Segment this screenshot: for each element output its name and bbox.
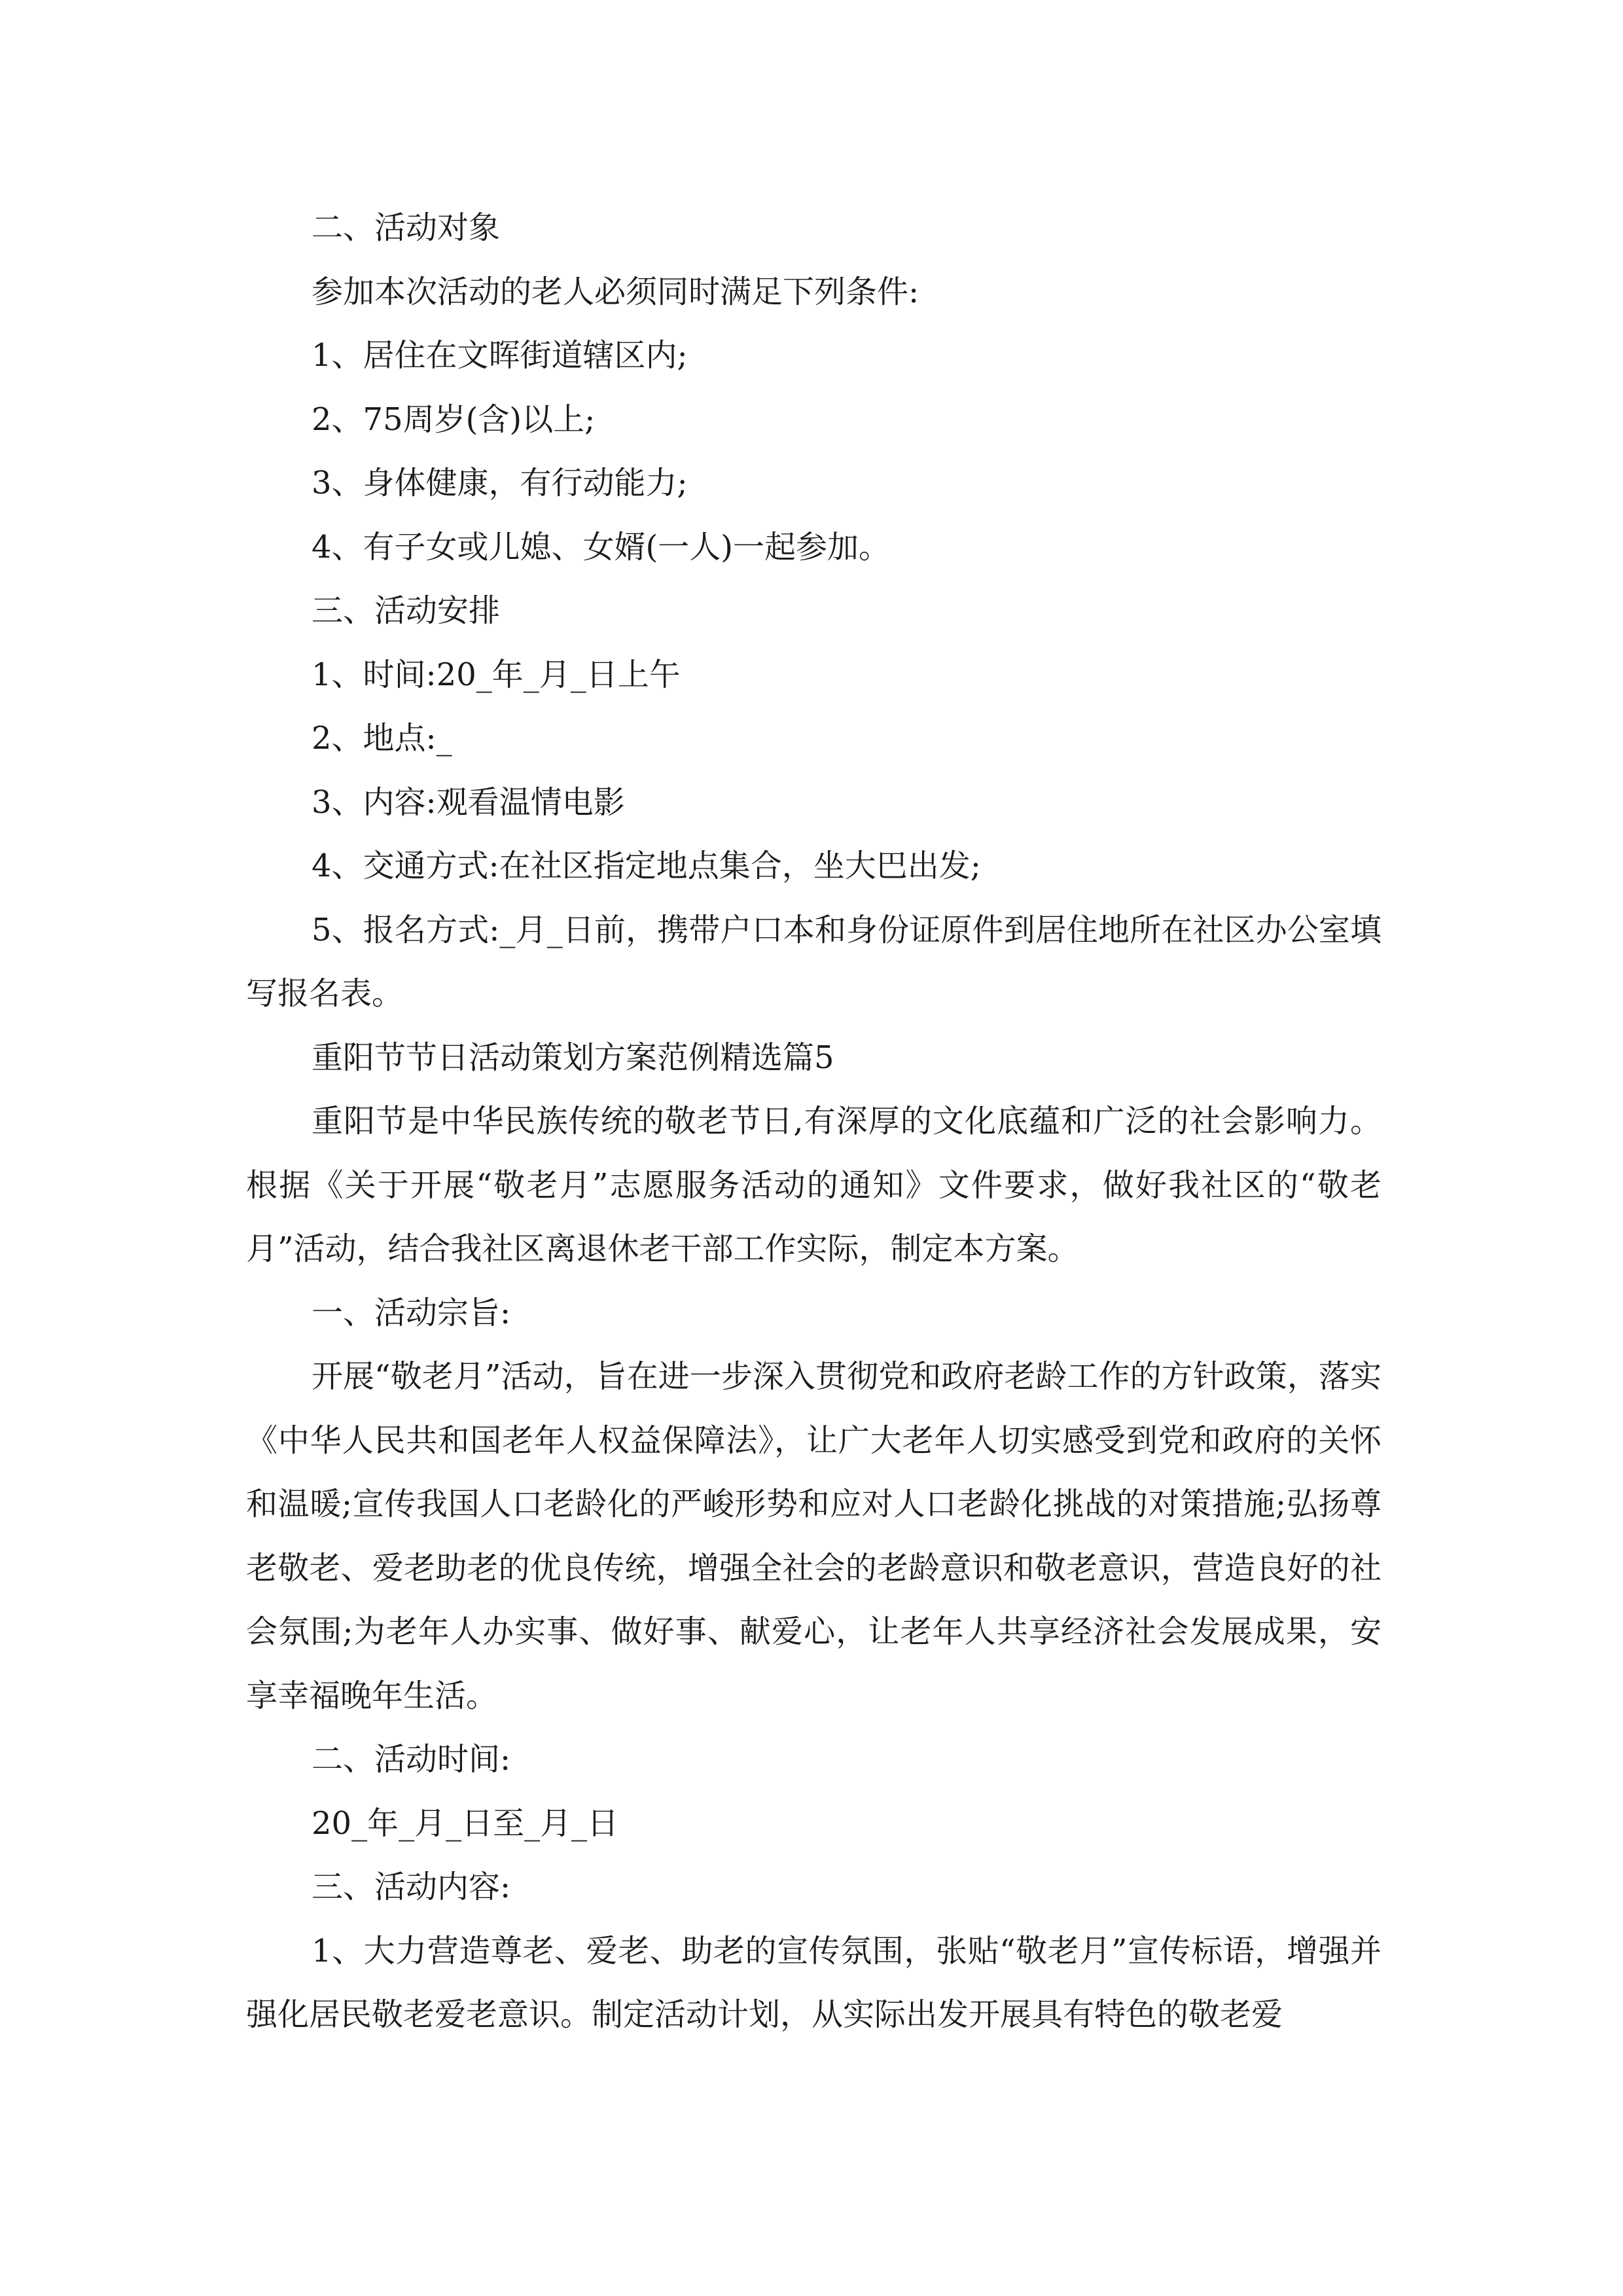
section-heading-content: 三、活动内容: (312, 1869, 511, 1905)
section-heading-purpose: 一、活动宗旨: (312, 1294, 511, 1331)
section-heading-arrangement: 三、活动安排 (312, 592, 501, 629)
article-title: 重阳节节日活动策划方案范例精选篇5 (312, 1039, 834, 1076)
document-body (246, 196, 1382, 2047)
list-item: 4、有子女或儿媳、女婿(一人)一起参加。 (312, 528, 890, 565)
paragraph: 开展“敬老月”活动，旨在进一步深入贯彻党和政府老龄工作的方针政策，落实《中华人民共和国老年人权益保障法》，让广大老年人切实感受到党和政府的关怀和温暖;宣传我国人口老龄化的严峻形势和应对人口老龄化挑战的对策措施;弘扬尊老敬老、爱老助老的优良传统，增强全社会的老龄意识和敬老意识，营造良好的社会氛围;为老年人办实事、做好事、献爱心，让老年人共享经济社会发展成果，安享幸福晚年生活。 (246, 1358, 1382, 1714)
section-heading-time: 二、活动时间: (312, 1741, 511, 1778)
list-item: 5、报名方式:_月_日前，携带户口本和身份证原件到居住地所在社区办公室填写报名表。 (246, 911, 1382, 1012)
list-item: 1、时间:20_年_月_日上午 (312, 656, 681, 693)
paragraph: 重阳节是中华民族传统的敬老节日,有深厚的文化底蕴和广泛的社会影响力。根据《关于开展“敬老月”志愿服务活动的通知》文件要求，做好我社区的“敬老月”活动，结合我社区离退休老干部工作实际，制定本方案。 (246, 1103, 1382, 1267)
list-item: 1、居住在文晖街道辖区内; (312, 337, 688, 374)
list-item: 3、身体健康，有行动能力; (312, 465, 688, 501)
list-item: 2、地点:_ (312, 720, 452, 757)
list-item: 2、75周岁(含)以上; (312, 401, 596, 438)
section-heading-participants: 二、活动对象 (312, 209, 501, 246)
paragraph: 1、大力营造尊老、爱老、助老的宣传氛围，张贴“敬老月”宣传标语，增强并强化居民敬老爱老意识。制定活动计划，从实际出发开展具有特色的敬老爱 (246, 1932, 1382, 2033)
list-item: 4、交通方式:在社区指定地点集合，坐大巴出发; (312, 848, 981, 884)
paragraph: 20_年_月_日至_月_日 (312, 1804, 619, 1842)
list-item: 3、内容:观看温情电影 (312, 783, 625, 821)
paragraph: 参加本次活动的老人必须同时满足下列条件: (312, 273, 919, 310)
